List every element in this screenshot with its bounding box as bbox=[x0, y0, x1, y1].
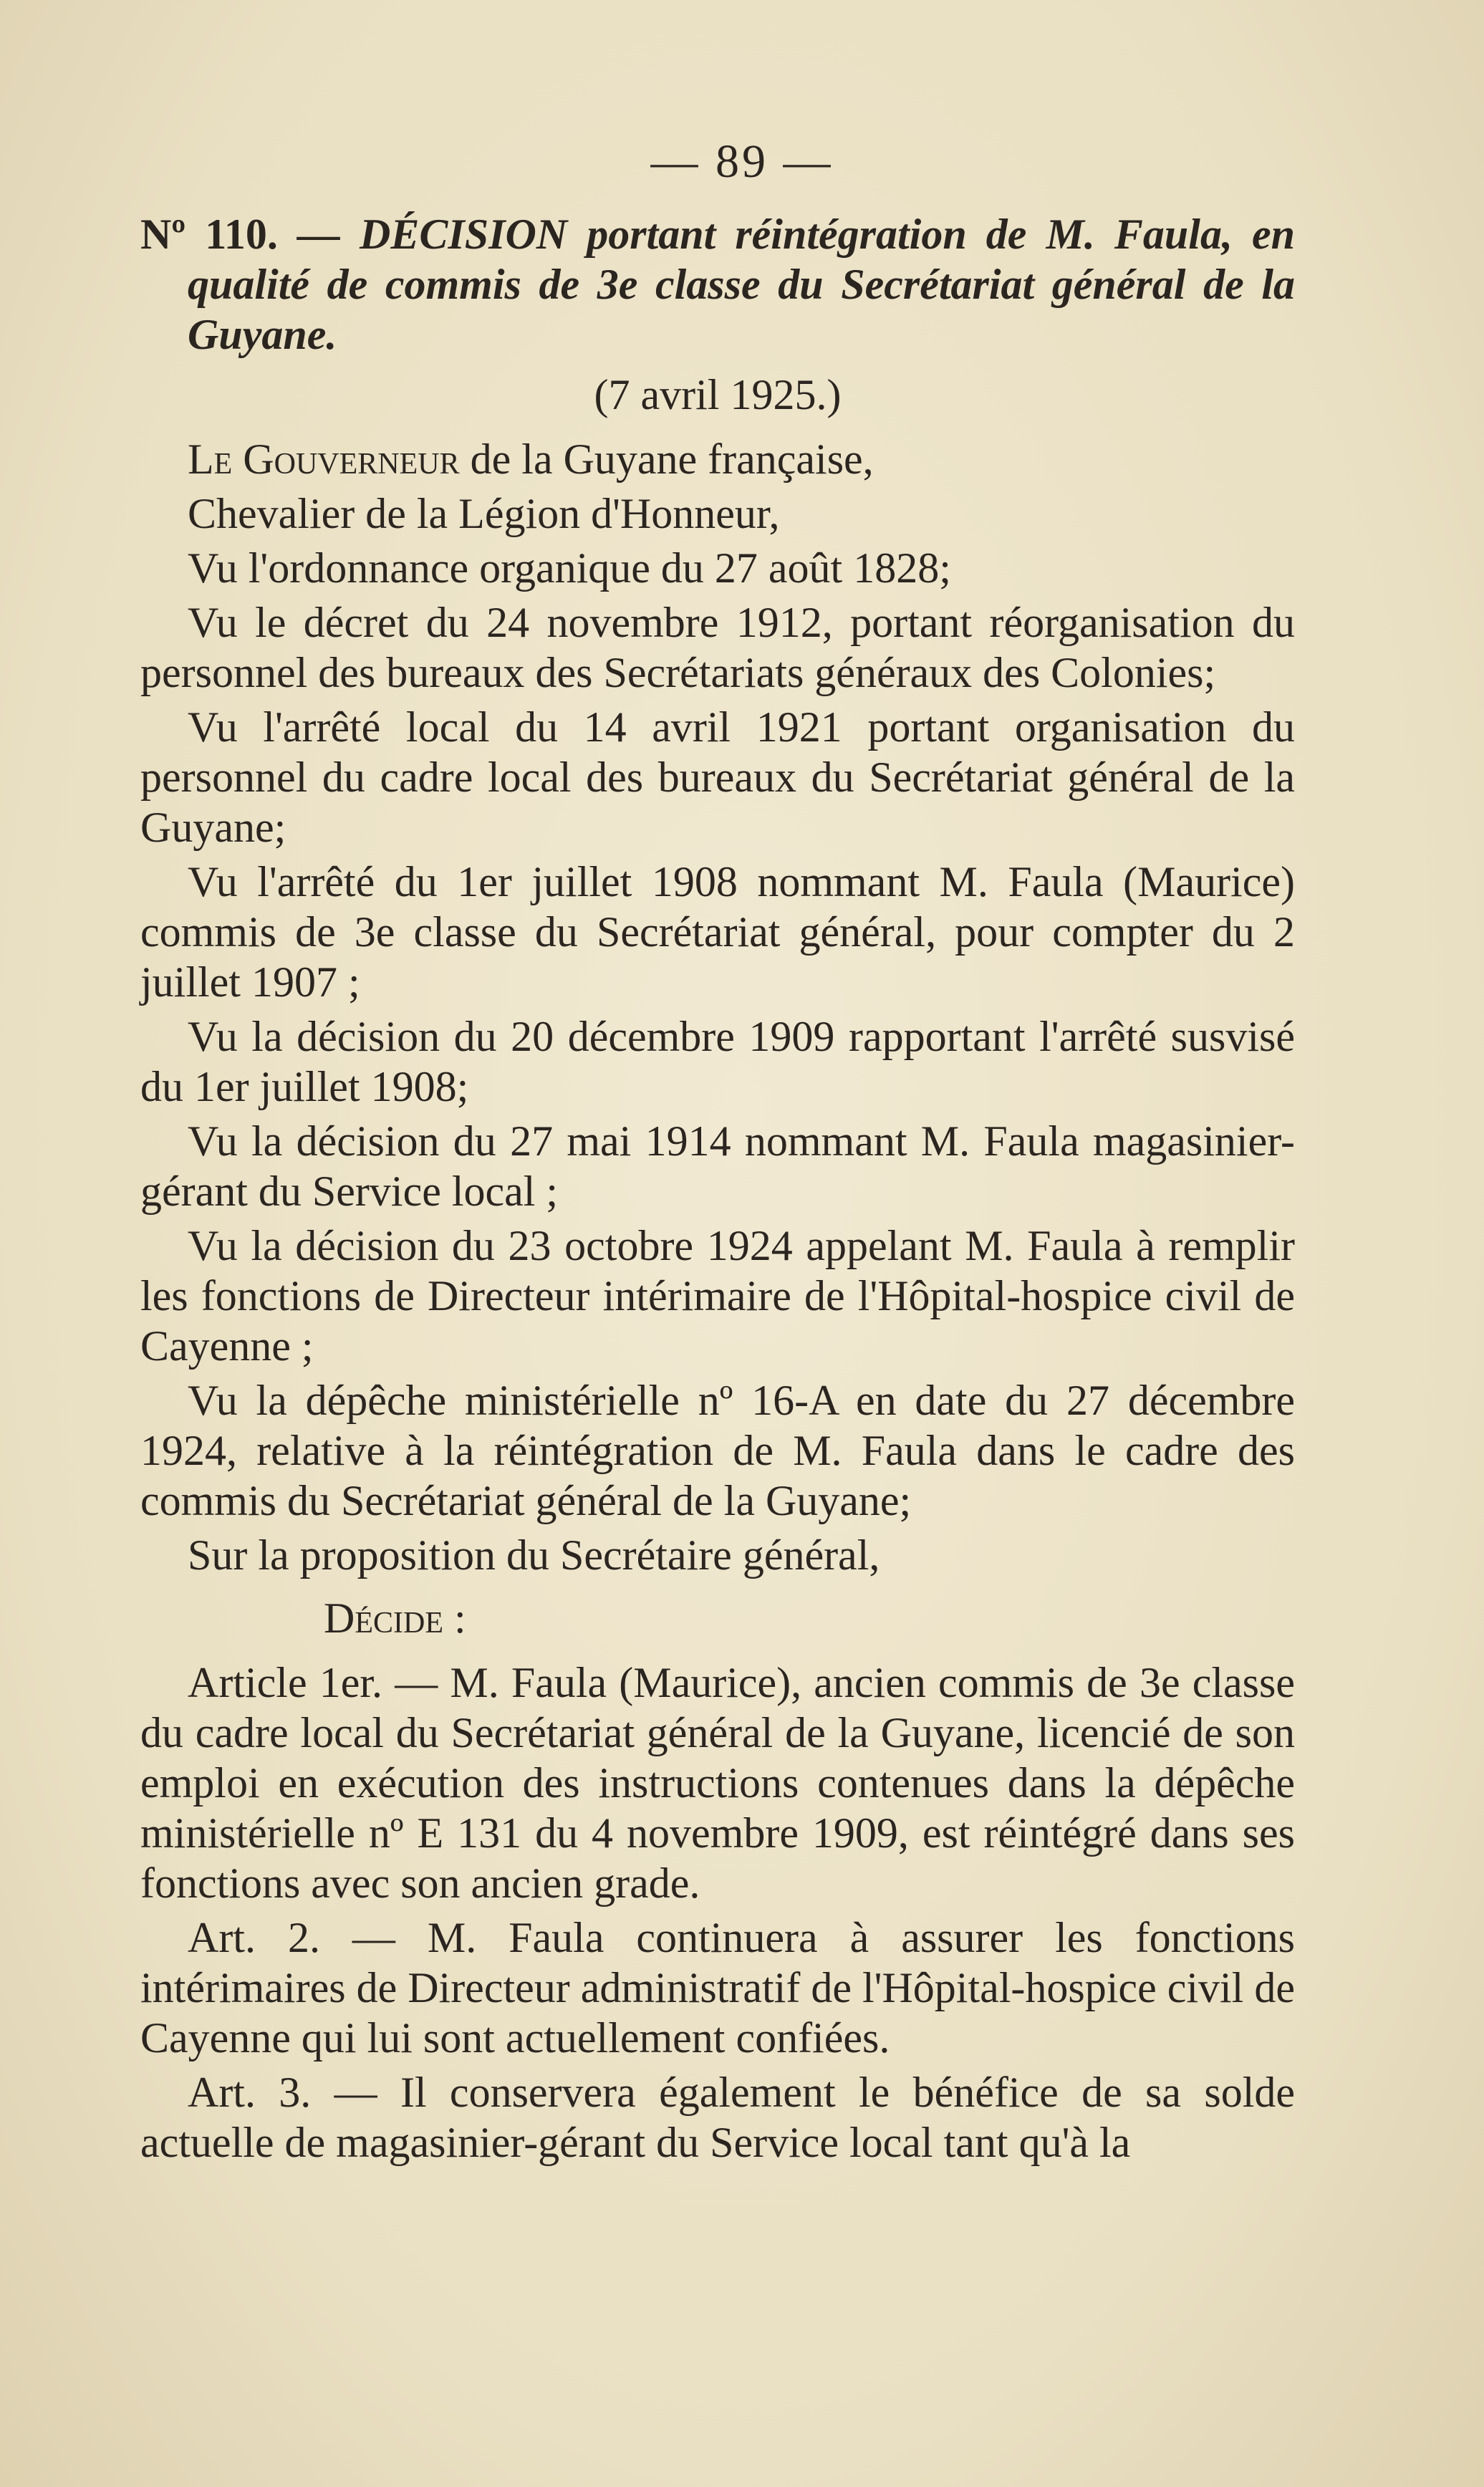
decision-date: (7 avril 1925.) bbox=[594, 371, 842, 418]
article-3: Art. 3. — Il conservera également le bénéfice de sa solde actuelle de magasinier-gérant du Service local tant qu'à la bbox=[140, 2069, 1295, 2166]
decision-title: — DÉCISION portant réintégration de M. Faula, en qualité de commis de 3e classe du Secrétariat général de la Guyane. bbox=[188, 211, 1296, 358]
page-number: — 89 — bbox=[650, 135, 834, 188]
considerant-3: Vu l'arrêté local du 14 avril 1921 portant organisation du personnel du cadre local des bureaux du Secrétariat général de la Guyane; bbox=[140, 703, 1295, 851]
decision-number: Nº 110. bbox=[140, 211, 278, 258]
article-2: Art. 2. — M. Faula continuera à assurer les fonctions intérimaires de Directeur administratif de l'Hôpital-hospice civil de Cayenne qui lui sont actuellement confiées. bbox=[140, 1914, 1295, 2062]
considerant-2: Vu le décret du 24 novembre 1912, portant réorganisation du personnel des bureaux des Secrétariats généraux des Colonies; bbox=[140, 599, 1295, 696]
considerant-6: Vu la décision du 27 mai 1914 nommant M. Faula magasinier-gérant du Service local ; bbox=[140, 1117, 1295, 1215]
considerant-1: Vu l'ordonnance organique du 27 août 1828; bbox=[188, 544, 951, 592]
decision-heading bbox=[140, 209, 1295, 360]
considerant-4: Vu l'arrêté du 1er juillet 1908 nommant M. Faula (Maurice) commis de 3e classe du Secrétariat général, pour compter du 2 juillet 1907 ; bbox=[140, 858, 1295, 1006]
authority-title: Le Gouverneur bbox=[188, 436, 460, 483]
authority-honor: Chevalier de la Légion d'Honneur, bbox=[188, 490, 780, 537]
authority-line bbox=[140, 434, 1295, 484]
proposal-line: Sur la proposition du Secrétaire général, bbox=[188, 1531, 880, 1579]
considerant-7: Vu la décision du 23 octobre 1924 appelant M. Faula à remplir les fonctions de Directeur intérimaire de l'Hôpital-hospice civil de Cayenne ; bbox=[140, 1222, 1295, 1370]
decide-label: Décide : bbox=[324, 1594, 466, 1642]
considerant-5: Vu la décision du 20 décembre 1909 rapportant l'arrêté susvisé du 1er juillet 1908; bbox=[140, 1013, 1295, 1110]
considerant-8: Vu la dépêche ministérielle nº 16-A en date du 27 décembre 1924, relative à la réintégration de M. Faula dans le cadre des commis du Secrétariat général de la Guyane; bbox=[140, 1377, 1295, 1524]
article-1: Article 1er. — M. Faula (Maurice), ancien commis de 3e classe du cadre local du Secrétariat général de la Guyane, licencié de son emploi en exécution des instructions contenues dans la dépêche ministérielle nº E 131 du 4 novembre 1909, est réintégré dans ses fonctions avec son ancien grade. bbox=[140, 1659, 1295, 1907]
document-body bbox=[140, 209, 1295, 2172]
authority-rest: de la Guyane française, bbox=[459, 436, 874, 483]
